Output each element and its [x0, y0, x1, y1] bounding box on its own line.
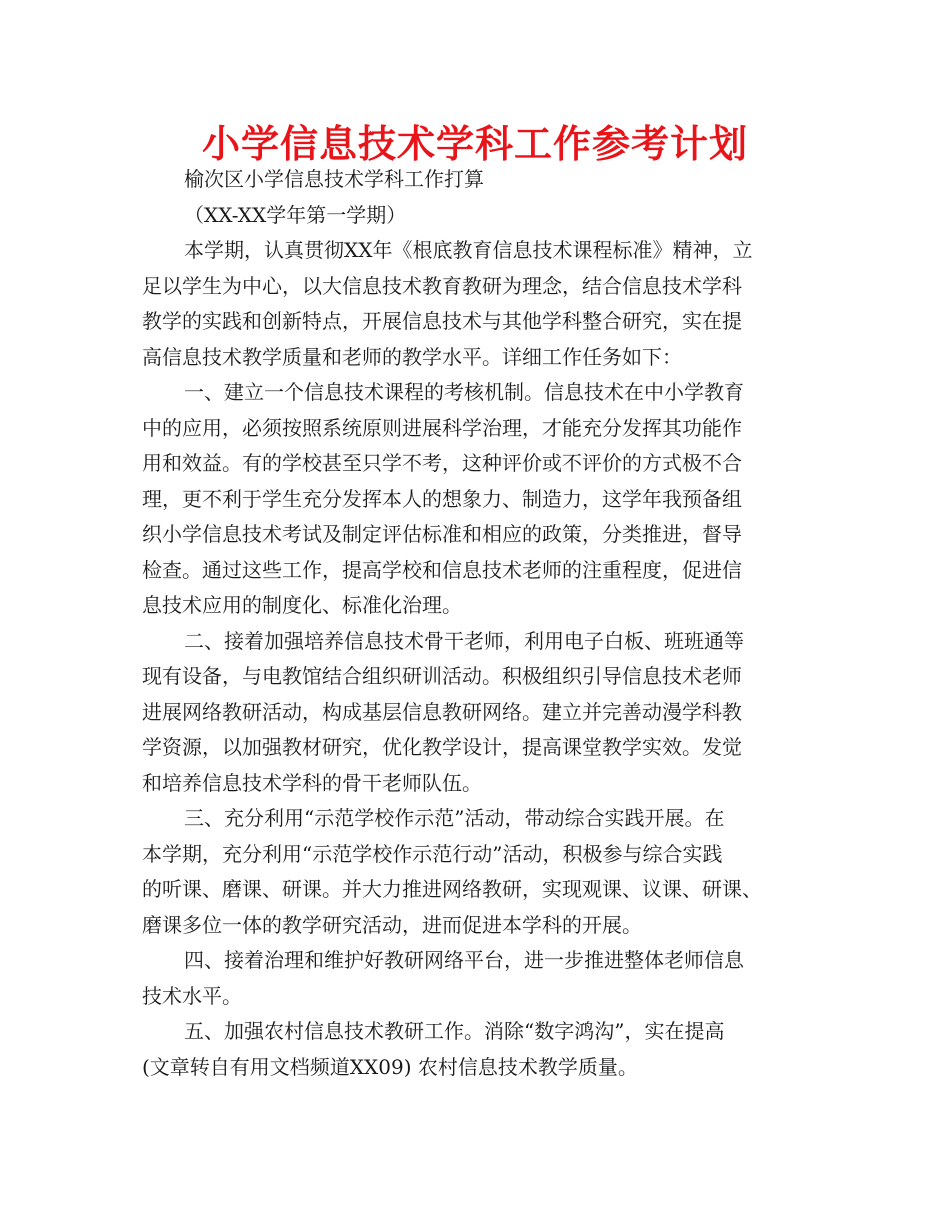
paragraph: [142, 233, 827, 375]
paragraph-line: 理，更不利于学生充分发挥本人的想象力、制造力，这学年我预备组: [142, 486, 742, 511]
paragraph-line: 足以学生为中心，以大信息技术教育教研为理念，结合信息技术学科: [142, 273, 742, 298]
paragraph: [142, 801, 827, 943]
paragraph: [142, 375, 827, 624]
paragraph: [142, 943, 827, 1014]
paragraph-line: 教学的实践和创新特点，开展信息技术与其他学科整合研究，实在提: [142, 309, 742, 333]
document-title: 小学信息技术学科工作参考计划: [201, 122, 748, 166]
paragraph-line: 三、充分利用“示范学校作示范”活动，带动综合实践开展。在: [184, 806, 725, 830]
paragraph-list: [142, 233, 827, 1085]
paragraph-line: 五、加强农村信息技术教研工作。消除“数字鸿沟”，实在提高: [184, 1019, 725, 1043]
paragraph-line: 和培养信息技术学科的骨干老师队伍。: [142, 770, 482, 795]
paragraph: [142, 624, 827, 802]
paragraph-line: 现有设备，与电教馆结合组织研训活动。积极组织引导信息技术老师: [142, 664, 742, 688]
paragraph-line: 用和效益。有的学校甚至只学不考，这种评价或不评价的方式极不合: [142, 451, 742, 475]
paragraph-line: 息技术应用的制度化、标准化治理。: [142, 593, 462, 617]
paragraph-line: (文章转自有用文档频道XX09) 农村信息技术教学质量。: [142, 1054, 638, 1079]
paragraph-line: 进展网络教研活动，构成基层信息教研网络。建立并完善动漫学科教: [142, 699, 742, 724]
paragraph-line: 本学期，认真贯彻XX年《根底教育信息技术课程标准》精神，立: [184, 238, 753, 262]
paragraph-line: 中的应用，必须按照系统原则进展科学治理，才能充分发挥其功能作: [142, 415, 742, 440]
paragraph-line: 织小学信息技术考试及制定评估标准和相应的政策，分类推进，督导: [142, 522, 742, 546]
paragraph-line: 一、建立一个信息技术课程的考核机制。信息技术在中小学教育: [184, 380, 744, 404]
document-subtitle: 榆次区小学信息技术学科工作打算: [184, 167, 484, 191]
paragraph-line: 检查。通过这些工作，提高学校和信息技术老师的注重程度，促进信: [142, 557, 742, 582]
paragraph-line: 高信息技术教学质量和老师的教学水平。详细工作任务如下：: [142, 344, 682, 369]
paragraph: [142, 1014, 827, 1085]
paragraph-line: 四、接着治理和维护好教研网络平台，进一步推进整体老师信息: [184, 948, 744, 972]
paragraph-line: 二、接着加强培养信息技术骨干老师，利用电子白板、班班通等: [184, 628, 744, 653]
paragraph-line: 本学期，充分利用“示范学校作示范行动”活动，积极参与综合实践: [142, 841, 723, 866]
document-body: [142, 162, 827, 1085]
paragraph-line: 的听课、磨课、研课。并大力推进网络教研，实现观课、议课、研课、: [142, 877, 762, 901]
paragraph-line: 磨课多位一体的教学研究活动，进而促进本学科的开展。: [142, 912, 642, 937]
paragraph-line: 技术水平。: [142, 983, 242, 1008]
paragraph-line: 学资源，以加强教材研究，优化教学设计，提高课堂教学实效。发觉: [142, 735, 742, 759]
document-term: （XX-XX学年第一学期）: [184, 202, 407, 227]
